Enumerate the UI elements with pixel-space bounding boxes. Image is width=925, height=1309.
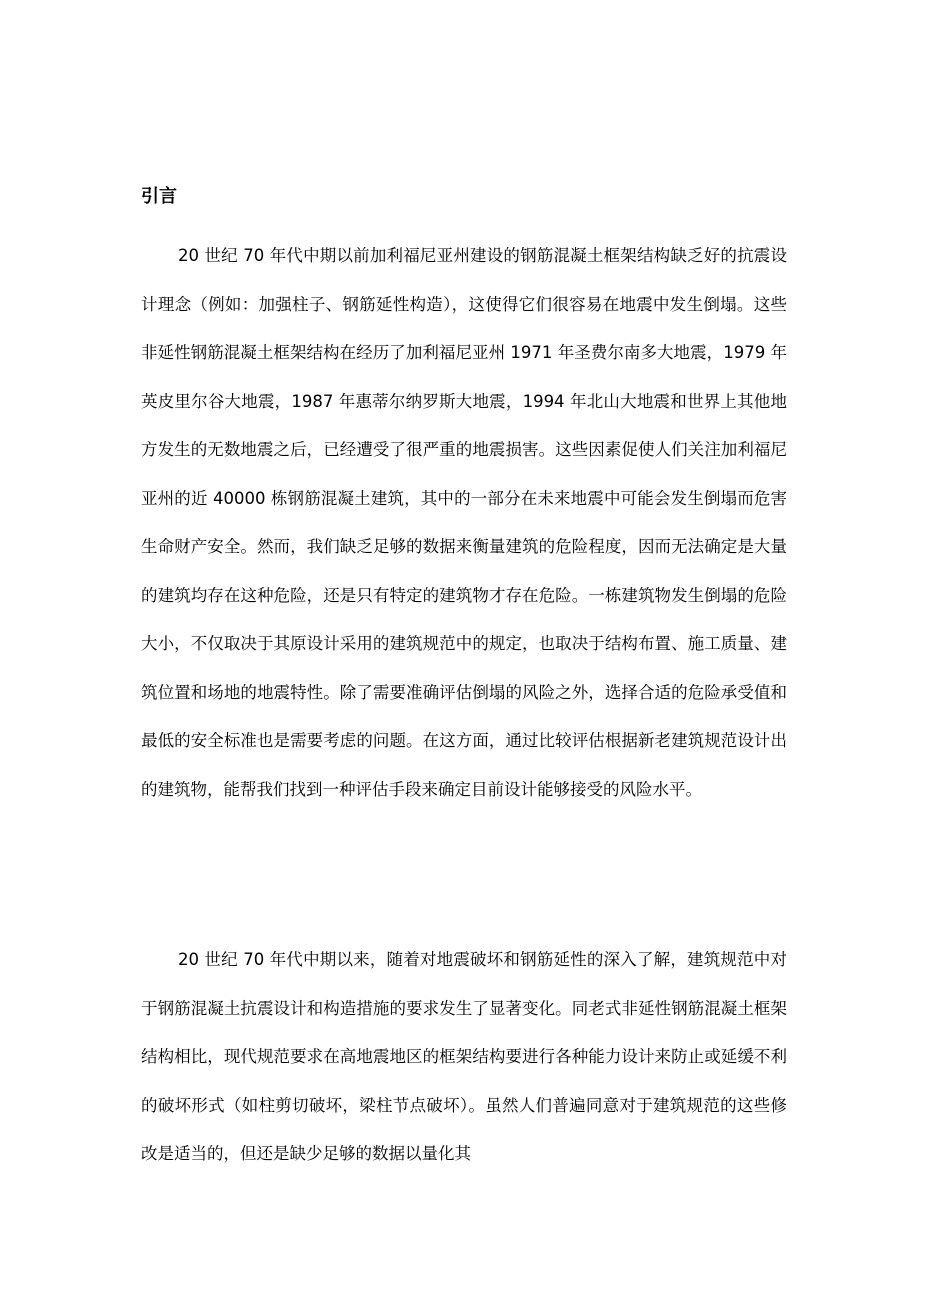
section-heading: 引言 [141,186,177,207]
paragraph-2: 20 世纪 70 年代中期以来，随着对地震破坏和钢筋延性的深入了解，建筑规范中对于钢筋混凝土抗震设计和构造措施的要求发生了显著变化。同老式非延性钢筋混凝土框架结构相比，现代规范要求在高地震地区的框架结构要进行各种能力设计来防止或延缓不利的破坏形式（如柱剪切破坏，梁柱节点破坏）。虽然人们普遍同意对于建筑规范的这些修改是适当的，但还是缺少足够的数据以量化其 [141,950,787,1163]
paragraph-1: 20 世纪 70 年代中期以前加利福尼亚州建设的钢筋混凝土框架结构缺乏好的抗震设计理念（例如：加强柱子、钢筋延性构造），这使得它们很容易在地震中发生倒塌。这些非延性钢筋混凝土框架结构在经历了加利福尼亚州 1971 年圣费尔南多大地震，1979 年英皮里尔谷大地震，1987 年惠蒂尔纳罗斯大地震，1994 年北山大地震和世界上其他地方发生的无数地震之后，已经遭受了很严重的地震损害。这些因素促使人们关注加利福尼亚州的近 40000 栋钢筋混凝土建筑，其中的一部分在未来地震中可能会发生倒塌而危害生命财产安全。然而，我们缺乏足够的数据来衡量建筑的危险程度，因而无法确定是大量的建筑均存在这种危险，还是只有特定的建筑物才存在危险。一栋建筑物发生倒塌的危险大小，不仅取决于其原设计采用的建筑规范中的规定，也取决于结构布置、施工质量、建筑位置和场地的地震特性。除了需要准确评估倒塌的风险之外，选择合适的危险承受值和最低的安全标准也是需要考虑的问题。在这方面，通过比较评估根据新老建筑规范设计出的建筑物，能帮我们找到一种评估手段来确定目前设计能够接受的风险水平。 [141,246,787,799]
